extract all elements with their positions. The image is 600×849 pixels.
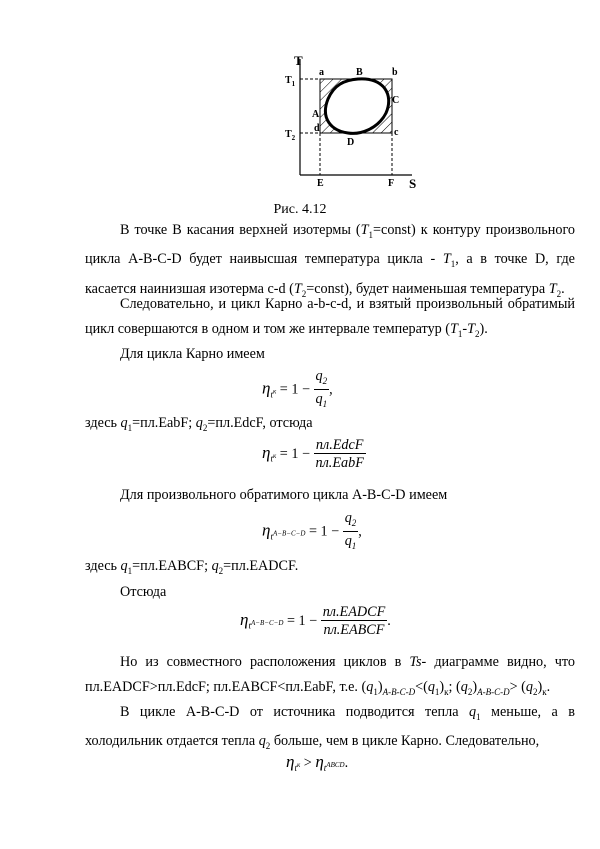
- paragraph-7: Отсюда: [120, 584, 167, 600]
- equation-1: $\eta_tк = 1$ − $\frac{q_2}{q_1}$ ,: [262, 368, 333, 409]
- point-F: F: [388, 178, 395, 189]
- t2-label: $T_2$: [285, 129, 296, 142]
- paragraph-6: здесь $q_1=пл.EABCF$; $q_2=пл.EADCF$.: [85, 558, 299, 576]
- figure-caption: Рис. 4.12: [273, 202, 327, 217]
- axis-label-s: S: [409, 176, 417, 191]
- axis-label-t: T: [294, 55, 303, 68]
- equation-3: $\eta_tA-B-C-D = 1$ − $\frac{q_2}{q_1}$ ,: [262, 510, 362, 551]
- point-d: d: [314, 123, 320, 134]
- equation-2: $\eta_tк = 1$ − $\frac{\text{пл.EdcF}}{\text{пл.EabF}}$: [262, 437, 364, 471]
- point-A: A: [312, 109, 320, 120]
- paragraph-2: Следовательно, и цикл Карно a-b-c-d, и взятый произвольный обратимый цикл совершаются в одном и том же интервале температур $(T_1-T_2)$.: [85, 296, 575, 339]
- point-c: c: [394, 127, 399, 138]
- point-C: C: [392, 95, 400, 106]
- paragraph-5: Для произвольного обратимого цикла A-B-C-D имеем: [120, 487, 448, 503]
- point-B: B: [356, 67, 363, 78]
- equation-5: $\eta_tк$ > $\eta_tABCD$.: [286, 752, 349, 773]
- paragraph-3: Для цикла Карно имеем: [120, 346, 265, 362]
- paragraph-4: здесь $q_1=пл.EabF$; $q_2=пл.EdcF$, отсюда: [85, 415, 313, 433]
- t1-label: $T_1$: [285, 75, 296, 88]
- paragraph-9: В цикле A-B-C-D от источника подводится тепла $q_1$ меньше, а в холодильник отдается тепла $q_2$ больше, чем в цикле Карно. Следовательно,: [85, 704, 575, 752]
- point-b: b: [392, 67, 398, 78]
- paragraph-8: Но из совместного расположения циклов в Ts- диаграмме видно, что пл.EADCF>пл.EdcF; пл.EABCF<пл.EabF, т.е. $(q_1)_{A-B-C-D}<(q_1)_к$; $(q_2)_{A-B-C-D}> (q_2)_к$.: [85, 654, 575, 697]
- point-a: a: [319, 67, 324, 78]
- ts-diagram: [272, 55, 422, 195]
- paragraph-1: В точке В касания верхней изотермы $(T_1=const)$ к контуру произвольного цикла А-В-С-D будет наивысшая температура цикла - $T_1$, а в точке D, где касается наинизшая изотерма c-d $(T_2=const)$, будет наименьшая температура $T_2$.: [85, 222, 576, 299]
- point-D: D: [347, 137, 355, 148]
- equation-4: $\eta_tA-B-C-D = 1$ − $\frac{\text{пл.EADCF}}{\text{пл.EABCF}}$ .: [240, 604, 391, 638]
- point-E: E: [317, 178, 324, 189]
